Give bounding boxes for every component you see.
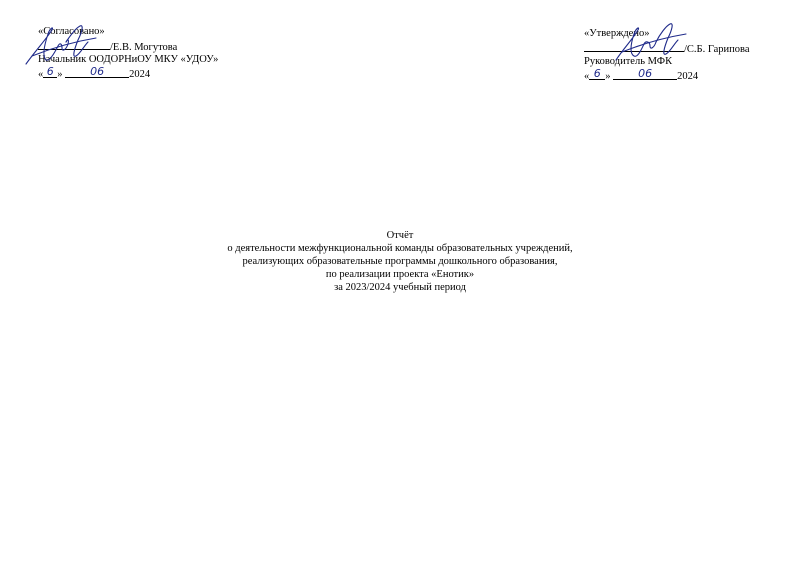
date-month-field — [613, 69, 677, 80]
signer-position-left: Начальник ООДОРНиОУ МКУ «УДОУ» — [38, 54, 219, 65]
date-quote-open: « — [584, 71, 590, 82]
signature-underline — [38, 39, 110, 50]
date-day-handwritten: 6 — [46, 65, 54, 78]
date-month-handwritten: 06 — [638, 67, 653, 80]
date-month-handwritten: 06 — [90, 65, 105, 78]
report-project-line: по реализации проекта «Енотик» — [325, 269, 475, 280]
report-title-block — [0, 229, 800, 294]
date-line-right — [584, 69, 750, 83]
signature-underline — [584, 41, 684, 52]
date-quote-open: « — [38, 69, 44, 80]
date-year: 2024 — [677, 71, 699, 82]
report-subtitle-line2: реализующих образовательные программы дошкольного образования, — [242, 256, 558, 267]
signature-line-left — [38, 39, 218, 53]
signature-line-right — [584, 41, 750, 55]
signer-position-right: Руководитель МФК — [584, 56, 673, 67]
report-title: Отчёт — [386, 230, 414, 241]
date-day-field — [589, 69, 605, 80]
date-quote-close: » — [57, 69, 63, 80]
signer-initials-left: /Е.В. Могутова — [110, 42, 178, 53]
date-month-field — [65, 67, 129, 78]
signer-initials-right: /С.Б. Гарипова — [684, 44, 750, 55]
date-line-left — [38, 67, 218, 81]
date-quote-close: » — [605, 71, 611, 82]
approval-block-left — [38, 25, 218, 81]
report-subtitle-line1: о деятельности межфункциональной команды образовательных учреждений, — [227, 243, 573, 254]
report-period-line: за 2023/2024 учебный период — [334, 282, 466, 293]
date-year: 2024 — [129, 69, 151, 80]
date-day-handwritten: 6 — [593, 67, 601, 80]
approval-heading-left: «Согласовано» — [38, 26, 105, 37]
date-day-field — [43, 67, 57, 78]
approval-block-right — [584, 27, 750, 83]
approval-heading-right: «Утверждено» — [584, 28, 650, 39]
